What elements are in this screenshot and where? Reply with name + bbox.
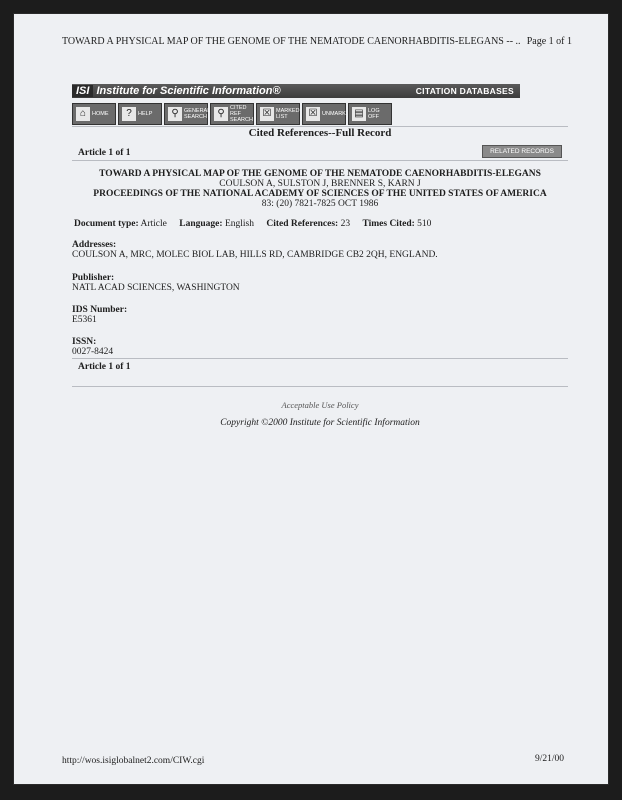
log-off-button[interactable]: ▤ LOG OFF: [348, 103, 392, 125]
magnifier-icon: ⚲: [214, 107, 228, 121]
record-meta: Document type: Article Language: English Cited References: 23 Times Cited: 510: [74, 219, 432, 229]
addresses-field: Addresses: COULSON A, MRC, MOLEC BIOL LAB, HILLS RD, CAMBRIDGE CB2 2QH, ENGLAND.: [72, 240, 438, 260]
times-cited-count[interactable]: 510: [417, 219, 432, 229]
marked-list-button[interactable]: ☒ MARKED LIST: [256, 103, 300, 125]
banner-title: Institute for Scientific Information®: [96, 85, 281, 97]
publisher-value: NATL ACAD SCIENCES, WASHINGTON: [72, 283, 240, 293]
checkbox-icon: ☒: [260, 107, 274, 121]
unmark-button[interactable]: ☒ UNMARK: [302, 103, 346, 125]
copyright-holder[interactable]: Institute for Scientific Information: [289, 418, 420, 428]
print-header-page: Page 1 of 1: [526, 36, 572, 47]
record-authors: COULSON A, SULSTON J, BRENNER S, KARN J: [219, 179, 421, 189]
magnifier-icon: ⚲: [168, 107, 182, 121]
home-icon: ⌂: [76, 107, 90, 121]
record-journal: PROCEEDINGS OF THE NATIONAL ACADEMY OF SCIENCES OF THE UNITED STATES OF AMERICA: [93, 189, 547, 199]
acceptable-use-policy-link[interactable]: Acceptable Use Policy: [281, 400, 359, 410]
divider: [72, 386, 568, 387]
help-icon: ?: [122, 107, 136, 121]
record-citation: 83: (20) 7821-7825 OCT 1986: [261, 199, 379, 209]
isi-logo: ISI: [72, 85, 93, 97]
door-icon: ▤: [352, 107, 366, 121]
isi-banner: [72, 84, 520, 98]
record-title: TOWARD A PHYSICAL MAP OF THE GENOME OF THE NEMATODE CAENORHABDITIS-ELEGANS: [99, 169, 541, 179]
general-search-button[interactable]: ⚲ GENERAL SEARCH: [164, 103, 208, 125]
language: English: [224, 219, 254, 229]
addresses-value: COULSON A, MRC, MOLEC BIOL LAB, HILLS RD, CAMBRIDGE CB2 2QH, ENGLAND.: [72, 250, 438, 260]
ids-value: E5361: [72, 315, 97, 325]
publisher-field: Publisher: NATL ACAD SCIENCES, WASHINGTON: [72, 273, 240, 293]
home-button[interactable]: ⌂ HOME: [72, 103, 116, 125]
doc-type: Article: [140, 219, 167, 229]
page-title: Cited References--Full Record: [248, 127, 392, 139]
cited-references-count[interactable]: 23: [340, 219, 351, 229]
divider: [72, 160, 568, 161]
copyright-prefix: Copyright ©2000: [220, 418, 288, 428]
issn-value: 0027-8424: [72, 347, 114, 357]
divider: [72, 358, 568, 359]
issn-field: ISSN: 0027-8424: [72, 337, 114, 357]
footer-url: http://wos.isiglobalnet2.com/CIW.cgi: [62, 756, 205, 766]
article-count-bottom: Article 1 of 1: [78, 362, 131, 372]
toolbar: [72, 103, 392, 125]
copyright: [72, 418, 568, 428]
related-records-button[interactable]: RELATED RECORDS: [482, 145, 562, 158]
article-count-top: Article 1 of 1: [78, 148, 131, 158]
print-header: [62, 36, 572, 47]
printed-page: [14, 14, 608, 784]
cited-ref-search-button[interactable]: ⚲ CITED REF SEARCH: [210, 103, 254, 125]
help-button[interactable]: ? HELP: [118, 103, 162, 125]
footer-date: 9/21/00: [535, 754, 565, 764]
print-header-title: TOWARD A PHYSICAL MAP OF THE GENOME OF THE NEMATODE CAENORHABDITIS-ELEGANS -- ..: [62, 36, 521, 47]
record-header: [72, 169, 568, 209]
ids-field: IDS Number: E5361: [72, 305, 128, 325]
banner-section: CITATION DATABASES: [415, 86, 514, 96]
checkbox-icon: ☒: [306, 107, 320, 121]
